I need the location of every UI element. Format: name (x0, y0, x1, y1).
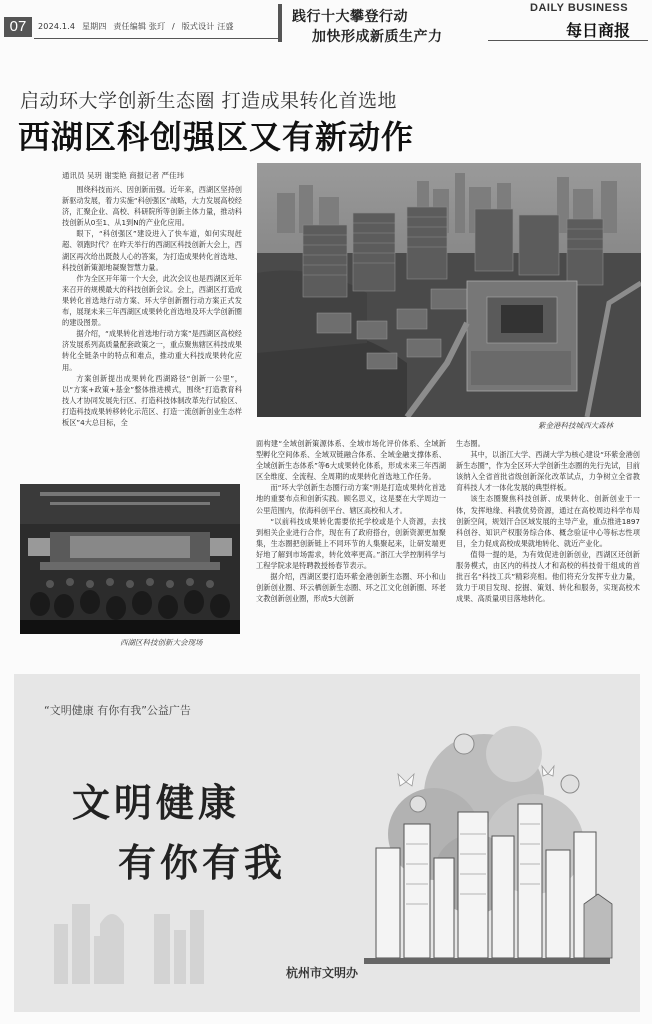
article-column-2 (256, 438, 446, 604)
paragraph: 围绕科技而兴、因创新而强。近年来，西湖区坚持创新驱动发展，着力实施“科创强区”战略，大力发展高校经济，汇聚企业、高校、科研院所等创新主体力量，推动科技创新从0至1、从1到N的产业化应用。 (62, 185, 242, 228)
article-byline: 通讯员 吴玥 谢雯艳 商报记者 严佳玮 (62, 171, 185, 180)
issue-weekday: 星期四 (81, 22, 107, 31)
editor-credit: 责任编辑 张玎 (113, 22, 166, 31)
ad-organization: 杭州市文明办 (286, 966, 359, 980)
paragraph: 其中，以浙江大学、西湖大学为核心建设“环紫金港创新生态圈”，作为全区环大学创新生态圈的先行先试，目前该纳入全省首批省级创新深化改革试点，力争树立全省教育科技人才一体化发展的典型样板。 (456, 450, 640, 493)
slogan-line-2: 加快形成新质生产力 (312, 29, 443, 45)
paragraph: 而“环大学创新生态圈行动方案”则是打造成果转化首选地的重要布点和创新实践。顾名思义，这是要在大学周边一公里范围内，依海科创平台、辖区高校和人才。 (256, 483, 446, 515)
header-rule (34, 38, 280, 39)
city-illustration (14, 674, 640, 1012)
photo-caption-hall: 西湖区科技创新大会现场 (120, 638, 203, 647)
brand-rule (488, 40, 648, 41)
aerial-photo (257, 163, 641, 417)
photo-caption-top: 紫金港科技城西大森林 (538, 421, 613, 430)
paragraph: 据介绍，西湖区要打造环紫金港创新生态圈、环小和山创新创业圈、环云栖创新生态圈、环之江文化创新圈、环老文教创新创业圈，形成5大创新 (256, 572, 446, 604)
paragraph: 该生态圈聚焦科技创新、成果转化、创新创业于一体，发挥地缘、科教优势资源，通过在高校周边科学布局创新空间，规划汗合区域发展的主导产业，重点推进1897科创谷、知识产权服务综合体、概念验证中心等标志性项目，全力促成高校成果就地转化、就近产业化。 (456, 494, 640, 548)
public-service-ad (14, 674, 640, 1012)
page-header (0, 0, 652, 46)
slogan-line-1: 践行十大攀登行动 (292, 9, 408, 25)
article-column-3 (456, 438, 640, 604)
paragraph: 面构建“全域创新策源体系、全域市场化评价体系、全域新型孵化空间体系、全域双链融合体系、全域金融支撑体系、全域创新生态体系”等6大成果转化体系，形成未来三年西湖区全维度、全流程、全周期的成果转化首选地工作任务。 (256, 439, 446, 482)
brand-chinese: 每日商报 (566, 21, 631, 40)
paragraph: 据介绍，“成果转化首选地行动方案”是西湖区高校经济发展系列高质量配套政策之一，重点聚焦辖区科技成果转化全链条中的特点和难点，推动重大科技成果转化应用。 (62, 329, 242, 372)
brand-english: DAILY BUSINESS (530, 2, 629, 14)
ad-headline-1: 文明健康 (72, 781, 241, 825)
paragraph: 作为全区开年第一个大会，此次会议也是西湖区近年来召开的规模最大的科技创新会议。会上，西湖区打造成果转化首选地行动方案、环大学创新圈行动方案正式发布，展现未来三年西湖区成果转化首选地及环大学创新圈的建设图景。 (62, 273, 242, 328)
slogan-bar (278, 4, 282, 42)
paragraph: 方案创新提出成果转化西湖路径“创新一公里”，以“方案+政策+基金”整体推进模式，围绕“打造教育科技人才协同发展先行区、打造科技体制改革先行试验区、打造科技成果转移转化示范区、打造一流创新创业生态样板区”4大总目标，全 (62, 373, 242, 427)
conference-photo (20, 484, 240, 634)
paragraph: 值得一提的是，为有效促进创新创业，西湖区还创新服务模式，由区内的科技人才和高校的科技骨干组成的首批百名“科技工兵”精彩亮相。他们将充分发挥专业力量，致力于项目发现、挖掘、策划、转化和服务，实现高校术成果、高质量项目落地转化。 (456, 549, 640, 604)
date-line: 2024.1.4 星期四 责任编辑 张玎 / 版式设计 汪盛 (38, 22, 234, 31)
page-number: 07 (4, 17, 32, 37)
paragraph: “以前科技成果转化需要依托学校或是个人资源，去找到相关企业进行合作，现在有了政府搭台，创新资源更加聚集，生态圈把创新链上不同环节的人集聚起来，让研发端更好地了解到市场需求，转化效率更高。”浙江大学控制科学与工程学院求是特聘教授杨春节表示。 (256, 516, 446, 571)
ad-tagline: “文明健康 有你有我”公益广告 (44, 704, 191, 717)
paragraph: 眼下，“科创强区”建设进入了快车道，如何实现赶超、领跑时代？在昨天举行的西湖区科技创新大会上，西湖区再次给出既鼓人心的答案，为打造成果转化首选地、科技创新策源地凝聚智慧力量。 (62, 229, 242, 272)
paragraph: 生态圈。 (456, 439, 485, 448)
issue-date: 2024.1.4 (38, 22, 76, 31)
section-slogan (278, 4, 484, 44)
article-title: 西湖区科创强区又有新动作 (18, 118, 415, 156)
article-subtitle: 启动环大学创新生态圈 打造成果转化首选地 (20, 90, 398, 112)
article-column-1 (62, 184, 242, 428)
ad-headline-2: 有你有我 (118, 841, 287, 885)
design-credit: 版式设计 汪盛 (181, 22, 234, 31)
